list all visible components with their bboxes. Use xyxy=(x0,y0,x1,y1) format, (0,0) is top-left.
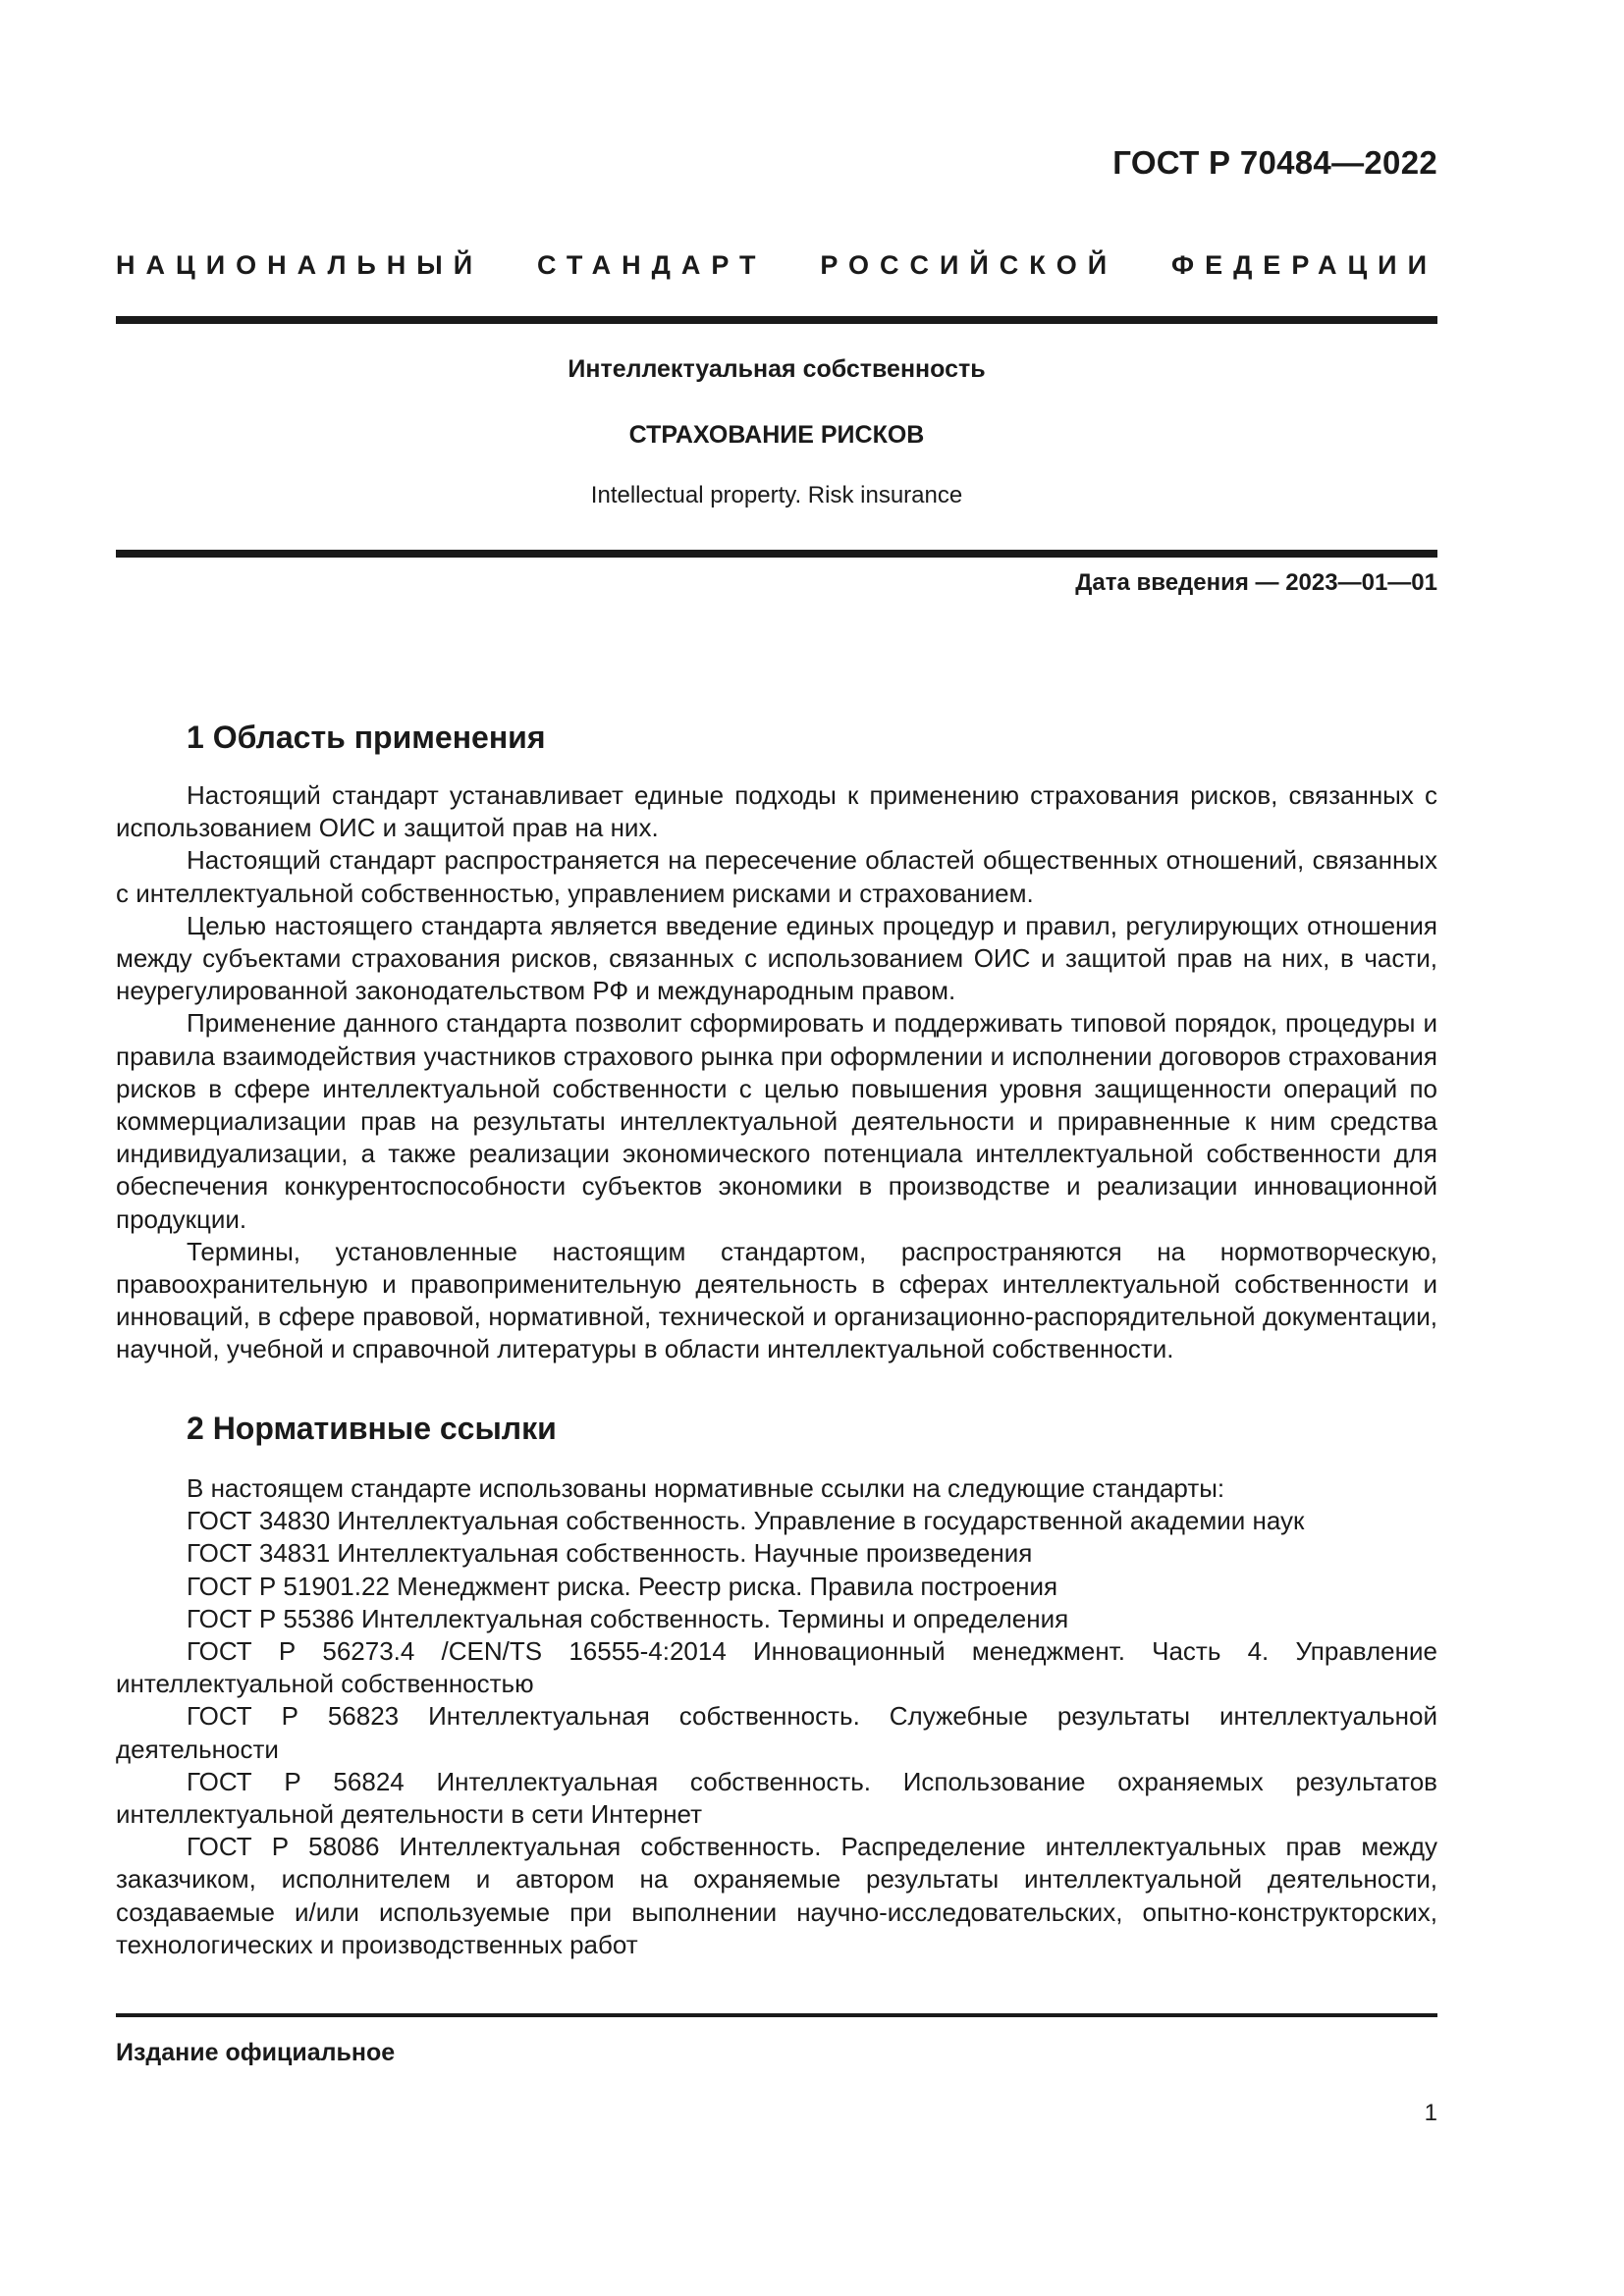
national-standard-title: НАЦИОНАЛЬНЫЙ СТАНДАРТ РОССИЙСКОЙ ФЕДЕРАЦИИ xyxy=(116,250,1437,280)
paragraph: Применение данного стандарта позволит сформировать и поддерживать типовой порядок, процедуры и правила взаимодействия участников страхового рынка при оформлении и исполнении договоров страхования рисков в сфере интеллектуальной собственности с целью повышения уровня защищенности операций по коммерциализации прав на результаты интеллектуальной деятельности и приравненные к ним средства индивидуализации, а также реализации экономического потенциала интеллектуальной собственности для обеспечения конкурентоспособности субъектов экономики в производстве и реализации инновационной продукции. xyxy=(116,1008,1437,1234)
references-intro: В настоящем стандарте использованы нормативные ссылки на следующие стандарты: xyxy=(187,1473,1225,1503)
english-title: Intellectual property. Risk insurance xyxy=(590,482,963,508)
reference-item: ГОСТ Р 56273.4 /CEN/TS 16555-4:2014 Инновационный менеджмент. Часть 4. Управление интеллектуальной собственностью xyxy=(116,1636,1437,1699)
footer-divider xyxy=(116,2013,1437,2017)
reference-item: ГОСТ Р 58086 Интеллектуальная собственность. Распределение интеллектуальных прав между заказчиком, исполнителем и автором на охраняемые результаты интеллектуальной деятельности, создаваемые и/или используемые при выполнении научно-исследовательских, опытно-конструкторских, технологических и производственных работ xyxy=(116,1832,1437,1959)
introduction-date: Дата введения — 2023—01—01 xyxy=(1075,569,1437,596)
paragraph: Настоящий стандарт устанавливает единые подходы к применению страхования рисков, связанных с использованием ОИС и защитой прав на них. xyxy=(116,780,1437,843)
reference-item: ГОСТ Р 51901.22 Менеджмент риска. Реестр риска. Правила построения xyxy=(187,1571,1058,1601)
section-references-body xyxy=(116,1472,1437,1961)
section-scope-body xyxy=(116,779,1437,1366)
paragraph: Целью настоящего стандарта является введение единых процедур и правил, регулирующих отношения между субъектами страхования рисков, связанных с использованием ОИС и защитой прав на них, в части, неурегулированной законодательством РФ и международным правом. xyxy=(116,910,1437,1006)
reference-item: ГОСТ Р 56823 Интеллектуальная собственность. Служебные результаты интеллектуальной деятельности xyxy=(116,1701,1437,1764)
reference-item: ГОСТ Р 55386 Интеллектуальная собственность. Термины и определения xyxy=(187,1603,1069,1633)
document-title: СТРАХОВАНИЕ РИСКОВ xyxy=(628,421,925,449)
section-heading-scope: 1 Область применения xyxy=(187,720,546,755)
document-page xyxy=(116,0,1437,2296)
reference-item: ГОСТ Р 56824 Интеллектуальная собственность. Использование охраняемых результатов интеллектуальной деятельности в сети Интернет xyxy=(116,1766,1437,1830)
section-heading-normative-references: 2 Нормативные ссылки xyxy=(187,1411,557,1446)
top-divider xyxy=(116,316,1437,324)
paragraph: Термины, установленные настоящим стандартом, распространяются на нормотворческую, правоохранительную и правоприменительную деятельность в сферах интеллектуальной собственности и инноваций, в сфере правовой, нормативной, технической и организационно-распорядительной документации, научной, учебной и справочной литературы в области интеллектуальной собственности. xyxy=(116,1236,1437,1364)
reference-item: ГОСТ 34830 Интеллектуальная собственность. Управление в государственной академии наук xyxy=(187,1506,1305,1536)
page-number: 1 xyxy=(1424,2100,1437,2126)
title-divider xyxy=(116,550,1437,558)
paragraph: Настоящий стандарт распространяется на пересечение областей общественных отношений, связанных с интеллектуальной собственностью, управлением рисками и страхованием. xyxy=(116,845,1437,908)
document-number: ГОСТ Р 70484—2022 xyxy=(1112,144,1437,181)
reference-item: ГОСТ 34831 Интеллектуальная собственность. Научные произведения xyxy=(187,1538,1033,1569)
document-subject: Интеллектуальная собственность xyxy=(568,355,986,383)
official-edition-label: Издание официальное xyxy=(116,2039,396,2066)
